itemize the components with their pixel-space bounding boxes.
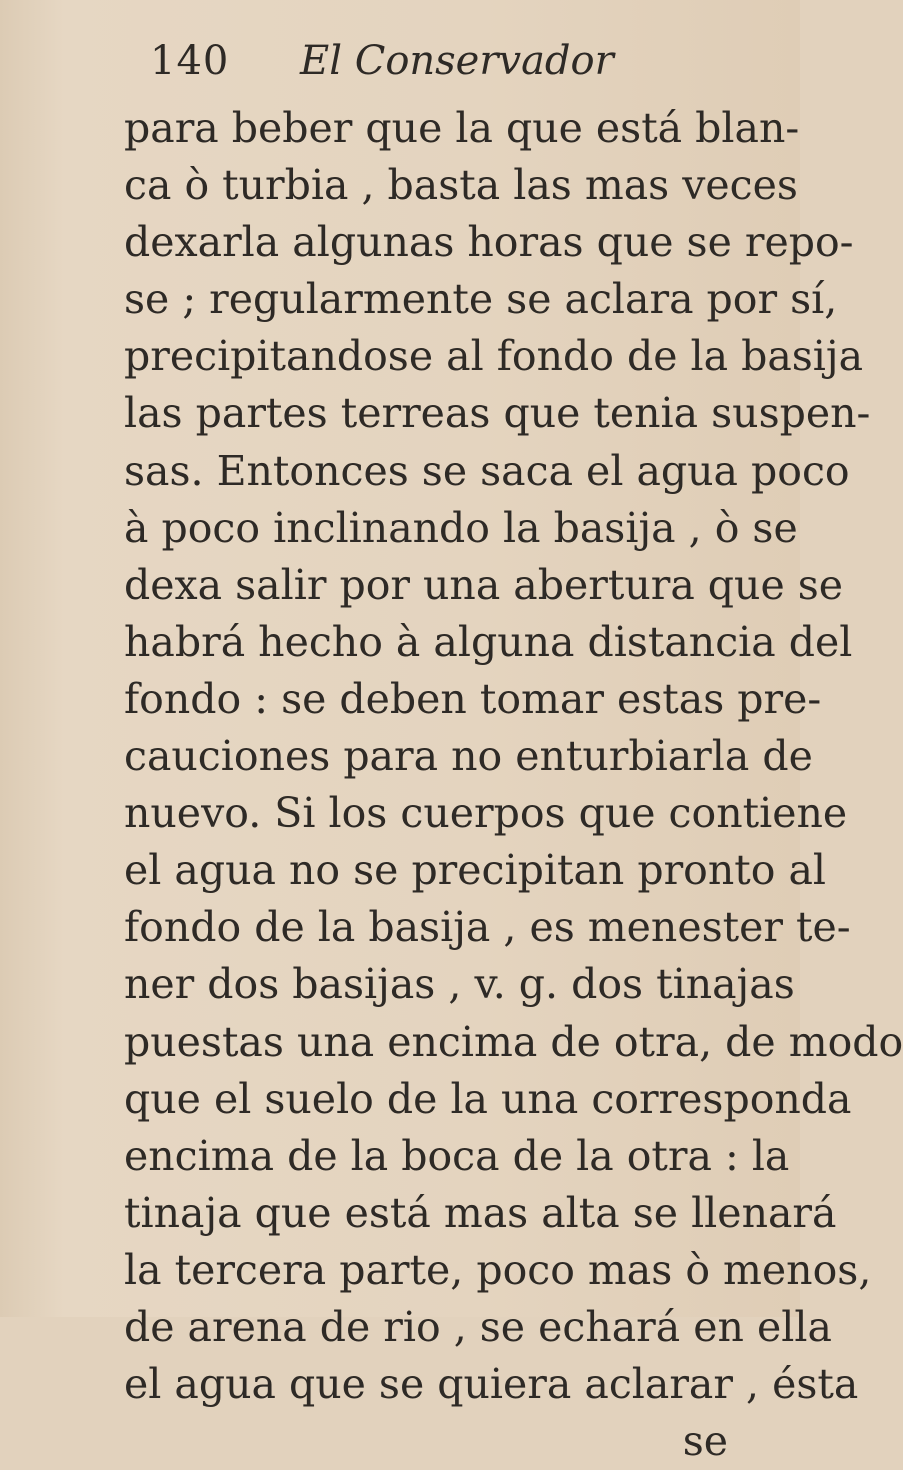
page-number: 140	[150, 38, 230, 84]
text-line: sas. Entonces se saca el agua poco	[124, 446, 850, 495]
text-line: dexa salir por una abertura que se	[124, 560, 844, 609]
text-line: fondo : se deben tomar estas pre-	[124, 674, 822, 723]
text-line: la tercera parte, poco mas ò menos,	[124, 1245, 872, 1294]
page-header	[150, 38, 758, 96]
text-line: se ; regularmente se aclara por sí,	[124, 275, 838, 324]
text-line: el agua que se quiera aclarar , ésta	[124, 1360, 859, 1409]
text-line: el agua no se precipitan pronto al	[124, 846, 827, 895]
text-line: las partes terreas que tenia suspen-	[124, 389, 871, 438]
text-line: tinaja que está mas alta se llenará	[124, 1188, 837, 1237]
text-line: nuevo. Si los cuerpos que contiene	[124, 789, 848, 838]
text-line: à poco inclinando la basija , ò se	[124, 503, 798, 552]
text-line: ner dos basijas , v. g. dos tinajas	[124, 960, 795, 1009]
text-line: puestas una encima de otra, de modo	[124, 1017, 903, 1066]
text-line: cauciones para no enturbiarla de	[124, 732, 813, 781]
text-line: encima de la boca de la otra : la	[124, 1131, 790, 1180]
text-line: precipitandose al fondo de la basija	[124, 332, 864, 381]
text-line: de arena de rio , se echará en ella	[124, 1302, 832, 1351]
running-title: El Conservador	[300, 38, 614, 84]
text-line: ca ò turbia , basta las mas veces	[124, 161, 798, 210]
text-line: fondo de la basija , es menester te-	[124, 903, 851, 952]
text-line: para beber que la que está blan-	[124, 104, 800, 152]
text-line: que el suelo de la una corresponda	[124, 1074, 852, 1123]
body-text	[124, 100, 903, 1470]
text-line: habrá hecho à alguna distancia del	[124, 617, 853, 666]
text-line: dexarla algunas horas que se repo-	[124, 218, 854, 267]
catchword: se	[682, 1417, 728, 1466]
